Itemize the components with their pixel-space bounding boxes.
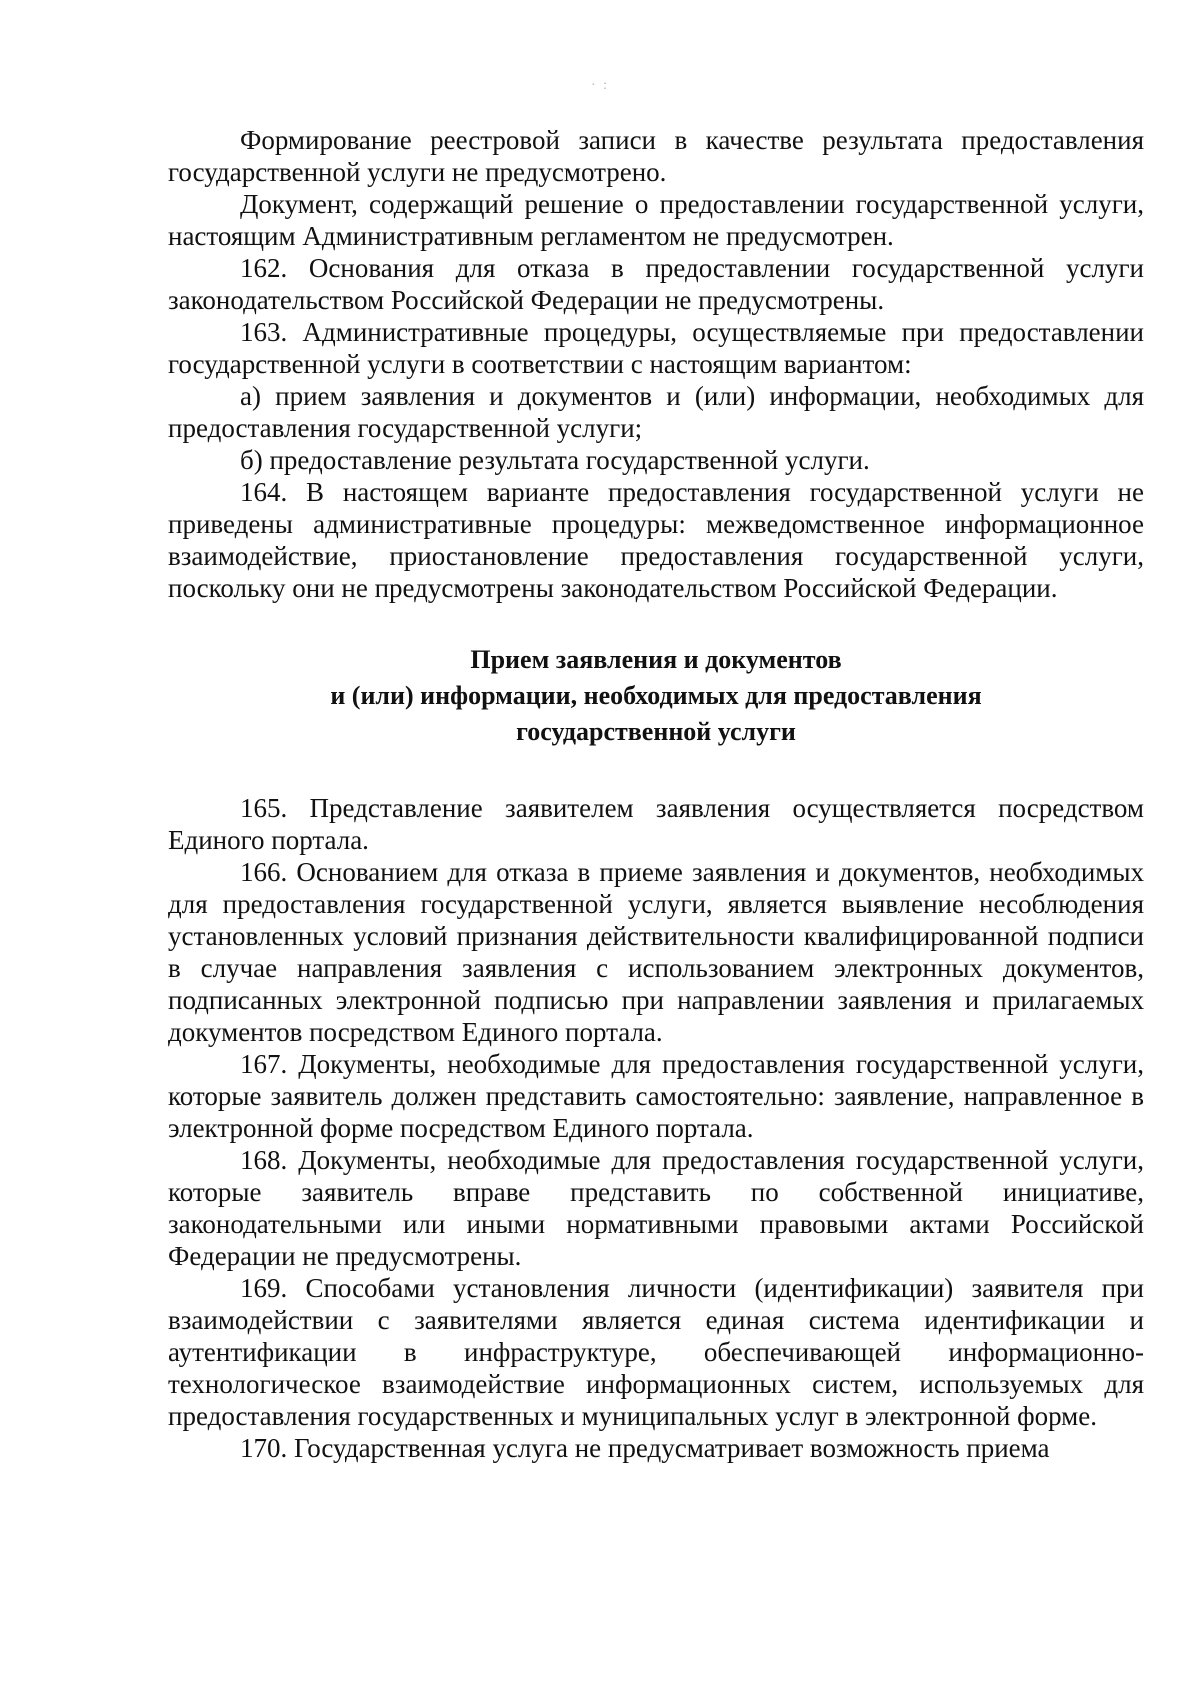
paragraph-165: 165. Представление заявителем заявления осуществляется посредством Единого портала. [168,793,1144,855]
paragraph-169: 169. Способами установления личности (идентификации) заявителя при взаимодействии с заявителями является единая система идентификации и аутентификации в инфраструктуре, обеспечивающей информационно-технологическое взаимодействие информационных систем, используемых для предоставления государственных и муниципальных услуг в электронной форме. [168,1273,1144,1431]
paragraph-163: 163. Административные процедуры, осуществляемые при предоставлении государственной услуги в соответствии с настоящим вариантом: [168,317,1144,379]
section-heading-line-3: государственной услуги [516,717,796,746]
section-heading [168,642,1144,750]
section-heading-line-1: Прием заявления и документов [470,645,842,674]
section-heading-line-2: и (или) информации, необходимых для предоставления [330,681,982,710]
paragraph-162: 162. Основания для отказа в предоставлении государственной услуги законодательством Российской Федерации не предусмотрены. [168,253,1144,315]
paragraph: Документ, содержащий решение о предоставлении государственной услуги, настоящим Административным регламентом не предусмотрен. [168,189,1144,251]
paragraph-168: 168. Документы, необходимые для предоставления государственной услуги, которые заявитель вправе представить по собственной инициативе, законодательными или иными нормативными правовыми актами Российской Федерации не предусмотрены. [168,1145,1144,1271]
paragraph: Формирование реестровой записи в качестве результата предоставления государственной услуги не предусмотрено. [168,125,1144,187]
paragraph-166: 166. Основанием для отказа в приеме заявления и документов, необходимых для предоставления государственной услуги, является выявление несоблюдения установленных условий признания действительности квалифицированной подписи в случае направления заявления с использованием электронных документов, подписанных электронной подписью при направлении заявления и прилагаемых документов посредством Единого портала. [168,857,1144,1047]
list-item-a: а) прием заявления и документов и (или) информации, необходимых для предоставления государственной услуги; [168,381,1144,443]
paragraph-170: 170. Государственная услуга не предусматривает возможность приема [240,1433,1050,1463]
paragraph-164: 164. В настоящем варианте предоставления государственной услуги не приведены административные процедуры: межведомственное информационное взаимодействие, приостановление предоставления государственной услуги, поскольку они не предусмотрены законодательством Российской Федерации. [168,477,1144,603]
paragraph-167: 167. Документы, необходимые для предоставления государственной услуги, которые заявитель должен представить самостоятельно: заявление, направленное в электронной форме посредством Единого портала. [168,1049,1144,1143]
page-mark: · : [590,78,610,93]
document-body [168,124,1144,1464]
list-item-b: б) предоставление результата государственной услуги. [240,445,870,475]
